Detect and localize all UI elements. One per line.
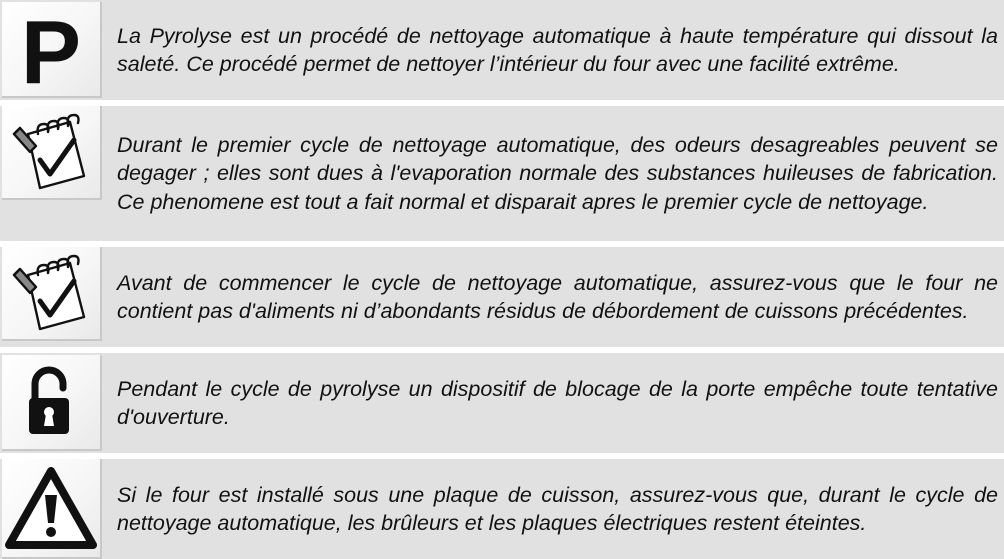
icon-cell [0, 247, 103, 347]
notice-row-hob-warning [0, 459, 1004, 559]
icon-tile [2, 2, 102, 98]
icon-tile [2, 355, 102, 451]
icon-tile [2, 459, 102, 559]
notice-text: Avant de commencer le cycle de nettoyage automatique, assurez-vous que le four ne contient pas d'aliments ni d’abondants résidus de débordement de cuissons précédentes. [117, 270, 998, 323]
text-cell [103, 0, 1004, 100]
notice-row-first-cycle-odors [0, 106, 1004, 241]
pyrolysis-p-icon [2, 1, 100, 97]
text-cell [103, 106, 1004, 241]
icon-cell [0, 106, 103, 241]
notepad-checkmark-icon [8, 251, 94, 335]
icon-cell [0, 459, 103, 559]
notice-row-before-cycle [0, 247, 1004, 347]
notepad-checkmark-icon [8, 110, 94, 194]
icon-cell [0, 0, 103, 100]
text-cell [103, 459, 1004, 559]
notice-row-door-lock [0, 353, 1004, 453]
notice-text: Durant le premier cycle de nettoyage automatique, des odeurs desagreables peuvent se degager ; elles sont dues à l'evaporation normale des substances huileuses de fabrication. Ce phenomene est tout a fait normal et disparait apres le premier cycle de nettoyage. [117, 132, 998, 214]
notice-text: Si le four est installé sous une plaque de cuisson, assurez-vous que, durant le cycle de nettoyage automatique, les brûleurs et les plaques électriques restent éteintes. [117, 482, 998, 535]
icon-cell [0, 353, 103, 453]
text-cell [103, 353, 1004, 453]
warning-triangle-icon [5, 465, 97, 551]
notice-text: Pendant le cycle de pyrolyse un dispositif de blocage de la porte empêche toute tentative d'ouverture. [117, 376, 998, 429]
svg-text:P: P [20, 2, 81, 97]
notice-row-pyrolysis [0, 0, 1004, 100]
unlocked-padlock-icon [21, 364, 81, 440]
icon-tile [2, 106, 102, 200]
notice-text: La Pyrolyse est un procédé de nettoyage automatique à haute température qui dissout la saleté. Ce procédé permet de nettoyer l’intérieur du four avec une facilité extrême. [117, 23, 998, 76]
icon-tile [2, 247, 102, 341]
text-cell [103, 247, 1004, 347]
